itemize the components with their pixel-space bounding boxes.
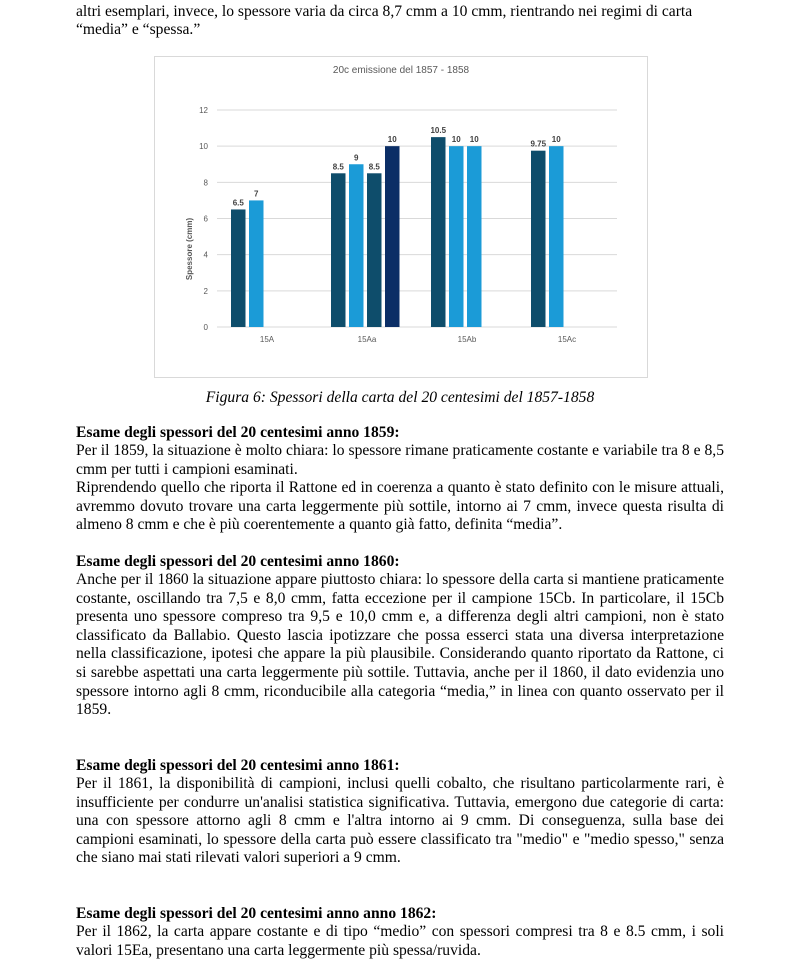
section-1861-paragraph: Per il 1861, la disponibilità di campioni, inclusi quelli cobalto, che risultano particolarmente rari, è insufficiente per condurre un'analisi statistica significativa. Tuttavia, emergono due categorie di carta: una con spessore attorno agli 8 cmm e l'altra intorno ai 9 cmm. Di conseguenza, sulla base dei campioni esaminati, lo spessore della carta può essere classificato tra "medio" e "medio spesso," senza che siano mai stati rilevati valori superiori a 9 cmm.	[76, 775, 724, 867]
data-label: 10	[387, 135, 397, 145]
y-tick-label: 6	[203, 214, 208, 224]
bar-15Ab-3	[467, 146, 482, 327]
section-1862-heading: Esame degli spessori del 20 centesimi anno anno 1862:	[76, 905, 437, 922]
bar-15A-2	[249, 200, 264, 327]
y-tick-label: 12	[199, 106, 208, 115]
bar-15Ac-1	[531, 151, 546, 327]
data-label: 10	[469, 135, 479, 145]
y-tick-label: 8	[203, 178, 208, 188]
intro-line-1: altri esemplari, invece, lo spessore varia da circa 8,7 cmm a 10 cmm, rientrando nei regimi di carta	[76, 3, 693, 20]
y-tick-label: 2	[203, 286, 208, 296]
intro-line-2: “media” e “spessa.”	[76, 21, 201, 38]
data-label: 6.5	[232, 198, 244, 208]
bar-15Ab-1	[431, 137, 446, 327]
bar-15Aa-2	[349, 164, 364, 327]
y-tick-label: 4	[203, 250, 208, 260]
figure-caption: Figura 6: Spessori della carta del 20 centesimi del 1857-1858	[205, 389, 595, 406]
section-1859-paragraph-1: Per il 1859, la situazione è molto chiara: lo spessore rimane praticamente costante e variabile tra 8 e 8,5 cmm per tutti i campioni esaminati.	[76, 442, 724, 478]
data-label: 8.5	[368, 162, 380, 172]
bar-15Aa-1	[331, 173, 346, 327]
y-axis-label: Spessore (cmm)	[185, 217, 194, 281]
chart-svg	[155, 57, 647, 377]
bar-15Ab-2	[449, 146, 464, 327]
section-1859-heading: Esame degli spessori del 20 centesimi anno 1859:	[76, 424, 400, 441]
data-label: 10	[551, 135, 561, 145]
section-1860-heading: Esame degli spessori del 20 centesimi anno 1860:	[76, 553, 400, 570]
data-label: 8.5	[332, 162, 344, 172]
data-label: 7	[254, 189, 259, 199]
data-label: 9.75	[530, 139, 547, 149]
chart-title: 20c emissione del 1857 - 1858	[332, 65, 470, 76]
x-tick-label: 15Aa	[357, 335, 377, 344]
y-tick-label: 0	[203, 323, 208, 332]
bar-15A-1	[231, 209, 246, 327]
data-label: 9	[354, 153, 359, 163]
data-label: 10.5	[430, 126, 447, 136]
section-1859-paragraph-2: Riprendendo quello che riporta il Rattone ed in coerenza a quanto è stato definito con le misure attuali, avremmo dovuto trovare una carta leggermente più sottile, intorno ai 7 cmm, invece questa risulta di almeno 8 cmm e che è più coerentemente a quanto già fatto, definita “media”.	[76, 479, 724, 534]
bars	[231, 137, 564, 327]
bar-15Aa-4	[385, 146, 400, 327]
data-label: 10	[451, 135, 461, 145]
section-1862-paragraph: Per il 1862, la carta appare costante e di tipo “medio” con spessori compresi tra 8 e 8.5 cmm, i soli valori 15Ea, presentano una carta leggermente più spessa/ruvida.	[76, 923, 724, 959]
x-tick-label: 15Ac	[557, 335, 577, 344]
thickness-chart	[154, 56, 648, 378]
section-1860-paragraph: Anche per il 1860 la situazione appare piuttosto chiara: lo spessore della carta si mantiene praticamente costante, oscillando tra 7,5 e 8,0 cmm, fatta eccezione per il campione 15Cb. In particolare, il 15Cb presenta uno spessore compreso tra 9,5 e 10,0 cmm e, a differenza degli altri campioni, non è stato classificato da Ballabio. Questo lascia ipotizzare che possa esserci stata una diversa interpretazione nella classificazione, ipotesi che appare la più plausibile. Considerando quanto riportato da Rattone, ci si sarebbe aspettati una carta leggermente più sottile. Tuttavia, anche per il 1860, il dato evidenzia uno spessore intorno agli 8 cmm, riconducibile alla categoria “media,” in linea con quanto osservato per il 1859.	[76, 571, 724, 719]
x-tick-label: 15A	[259, 335, 275, 344]
bar-15Aa-3	[367, 173, 382, 327]
bar-15Ac-2	[549, 146, 564, 327]
section-1861-heading: Esame degli spessori del 20 centesimi anno 1861:	[76, 757, 400, 774]
x-tick-label: 15Ab	[457, 335, 477, 344]
y-tick-label: 10	[199, 142, 208, 152]
